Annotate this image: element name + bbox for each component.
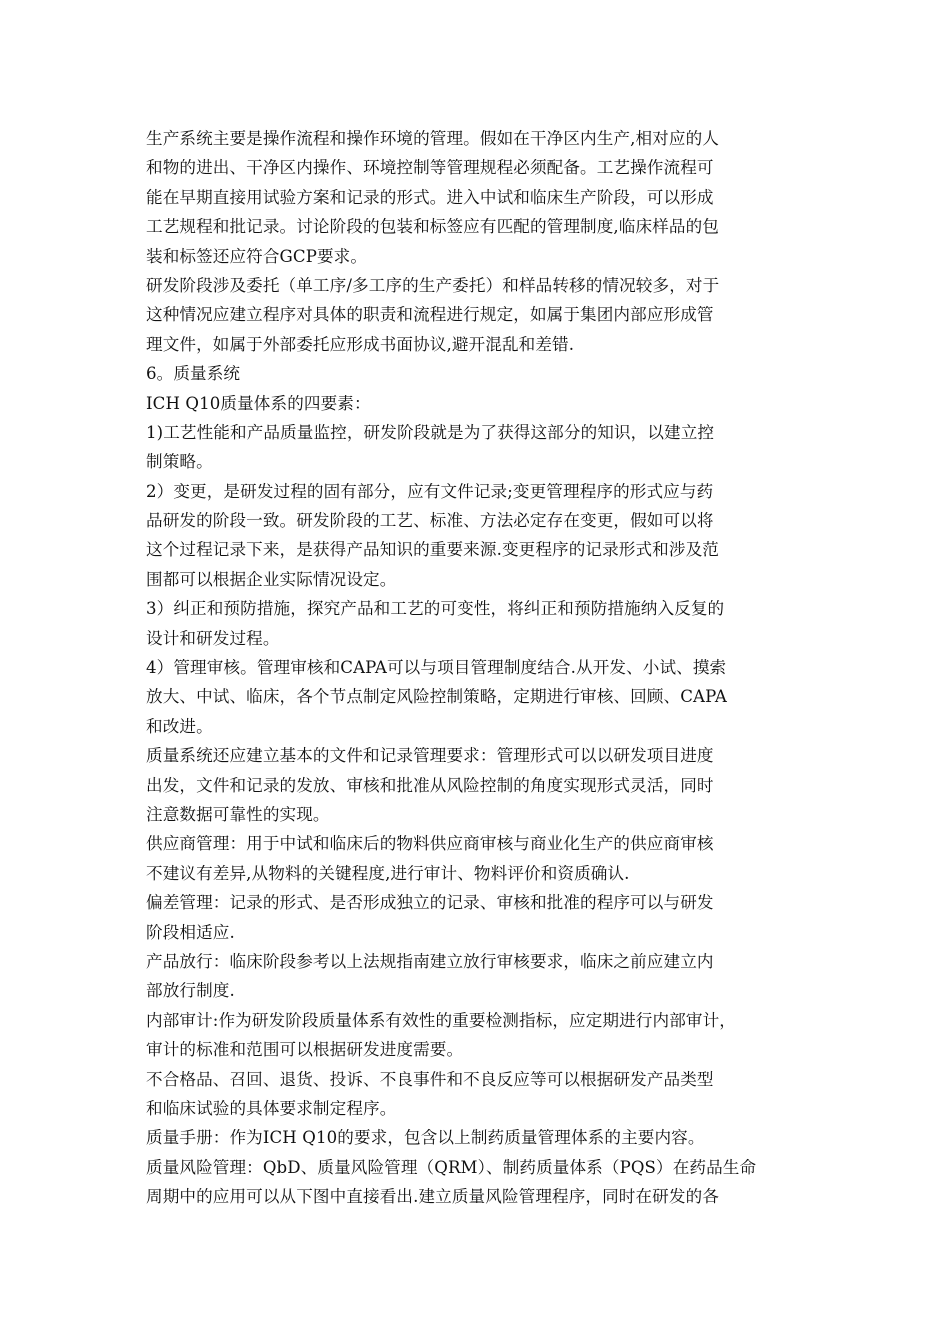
text-line: 出发，文件和记录的发放、审核和批准从风险控制的角度实现形式灵活，同时 (146, 775, 714, 795)
text-line: 部放行制度. (146, 981, 235, 1001)
text-line: 研发阶段涉及委托（单工序/多工序的生产委托）和样品转移的情况较多，对于 (146, 275, 720, 295)
text-line: 周期中的应用可以从下图中直接看出.建立质量风险管理程序，同时在研发的各 (146, 1187, 719, 1207)
text-line: 设计和研发过程。 (146, 628, 280, 648)
text-line: 理文件，如属于外部委托应形成书面协议,避开混乱和差错. (146, 334, 575, 354)
text-line: 能在早期直接用试验方案和记录的形式。进入中试和临床生产阶段，可以形成 (146, 187, 714, 207)
text-line: 工艺规程和批记录。讨论阶段的包装和标签应有匹配的管理制度,临床样品的包 (146, 217, 719, 237)
text-line: 2）变更，是研发过程的固有部分，应有文件记录;变更管理程序的形式应与药 (146, 481, 714, 501)
text-line: 这种情况应建立程序对具体的职责和流程进行规定，如属于集团内部应形成管 (146, 305, 714, 325)
text-line: 审计的标准和范围可以根据研发进度需要。 (146, 1040, 464, 1060)
text-line: 质量风险管理：QbD、质量风险管理（QRM）、制药质量体系（PQS）在药品生命 (146, 1157, 757, 1177)
text-line: 和物的进出、干净区内操作、环境控制等管理规程必须配备。工艺操作流程可 (146, 158, 714, 178)
text-line: 品研发的阶段一致。研发阶段的工艺、标准、方法必定存在变更，假如可以将 (146, 511, 714, 531)
text-line: 和改进。 (146, 716, 213, 736)
text-line: 围都可以根据企业实际情况设定。 (146, 569, 397, 589)
text-line: 3）纠正和预防措施，探究产品和工艺的可变性，将纠正和预防措施纳入反复的 (146, 599, 725, 619)
text-line: ICH Q10质量体系的四要素： (146, 393, 371, 413)
text-line: 质量手册：作为ICH Q10的要求，包含以上制药质量管理体系的主要内容。 (146, 1128, 705, 1148)
text-line: 供应商管理：用于中试和临床后的物料供应商审核与商业化生产的供应商审核 (146, 834, 714, 854)
document-body-text (146, 124, 826, 1211)
text-line: 不合格品、召回、退货、投诉、不良事件和不良反应等可以根据研发产品类型 (146, 1069, 714, 1089)
text-line: 装和标签还应符合GCP要求。 (146, 246, 368, 266)
text-line: 生产系统主要是操作流程和操作环境的管理。假如在干净区内生产,相对应的人 (146, 129, 719, 148)
section-heading: 6。质量系统 (146, 364, 241, 384)
text-line: 产品放行：临床阶段参考以上法规指南建立放行审核要求，临床之前应建立内 (146, 951, 714, 971)
text-line: 放大、中试、临床，各个节点制定风险控制策略，定期进行审核、回顾、CAPA (146, 687, 727, 707)
text-line: 4）管理审核。管理审核和CAPA可以与项目管理制度结合.从开发、小试、摸索 (146, 658, 727, 678)
text-line: 制策略。 (146, 452, 213, 472)
text-line: 注意数据可靠性的实现。 (146, 804, 330, 824)
text-line: 不建议有差异,从物料的关键程度,进行审计、物料评价和资质确认. (146, 863, 630, 883)
text-line: 偏差管理：记录的形式、是否形成独立的记录、审核和批准的程序可以与研发 (146, 893, 714, 913)
text-line: 和临床试验的具体要求制定程序。 (146, 1098, 397, 1118)
text-line: 内部审计:作为研发阶段质量体系有效性的重要检测指标，应定期进行内部审计， (146, 1010, 736, 1030)
text-line: 质量系统还应建立基本的文件和记录管理要求：管理形式可以以研发项目进度 (146, 746, 714, 766)
text-line: 1)工艺性能和产品质量监控，研发阶段就是为了获得这部分的知识，以建立控 (146, 422, 715, 442)
text-line: 这个过程记录下来，是获得产品知识的重要来源.变更程序的记录形式和涉及范 (146, 540, 719, 560)
text-line: 阶段相适应. (146, 922, 235, 942)
